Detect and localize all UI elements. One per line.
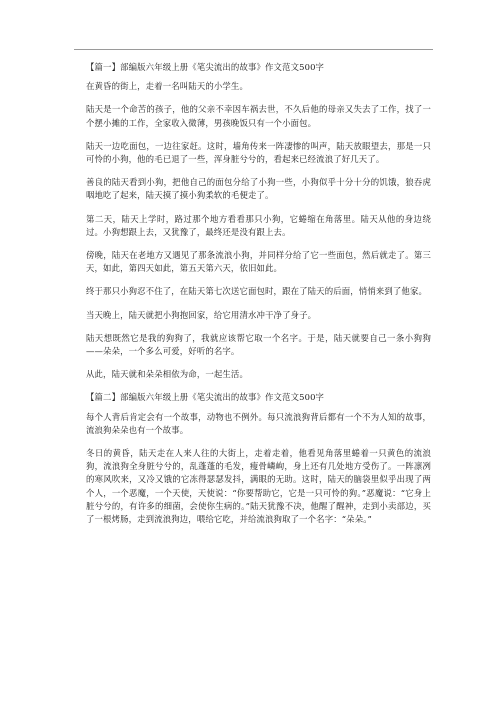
article-2-paragraph-1: 每个人背后肯定会有一个故事，动物也不例外。每只流浪狗背后都有一个不为人知的故事，流浪狗朵朵也有一个故事。 <box>86 411 431 435</box>
article-1-paragraph-5: 第二天，陆天上学时，路过那个地方看看那只小狗，它蜷缩在角落里。陆天从他的身边绕过。小狗想跟上去，又犹豫了，最终还是没有跟上去。 <box>86 213 431 237</box>
article-1-paragraph-9: 陆天想既然它是我的狗狗了，我就应该帮它取一个名字。于是，陆天就要自己一条小狗狗——朵朵，一个多么可爱，好听的名字。 <box>86 332 431 357</box>
article-1-paragraph-8: 当天晚上，陆天就把小狗抱回家，给它用清水冲干净了身子。 <box>86 309 317 320</box>
article-1-paragraph-6: 傍晚，陆天在老地方又遇见了那条流浪小狗，并同样分给了它一些面包，然后就走了。第三天，如此，第四天如此，第五天第六天，依旧如此。 <box>86 250 431 274</box>
article-1-paragraph-1: 在黄昏的街上，走着一名叫陆天的小学生。 <box>86 81 248 92</box>
article-1-paragraph-10: 从此，陆天就和朵朵相依为命，一起生活。 <box>86 369 248 380</box>
article-1-paragraph-3: 陆天一边吃面包，一边往家赶。这时，墙角传来一阵凄惨的叫声，陆天放眼望去，那是一只可怜的小狗，他的毛已退了一些，浑身脏兮兮的，看起来已经流浪了好几天了。 <box>86 140 431 165</box>
article-1-paragraph-4: 善良的陆天看到小狗，把他自己的面包分给了小狗一些，小狗似乎十分十分的饥饿，狼吞虎咽地吃了起来，陆天摸了摸小狗柔软的毛便走了。 <box>86 177 431 201</box>
header-rule <box>74 49 433 50</box>
article-1-paragraph-2: 陆天是一个命苦的孩子，他的父亲不幸因车祸去世，不久后他的母亲又失去了工作，找了一个摆小摊的工作，全家收入微薄，男孩晚饭只有一个小面包。 <box>86 104 431 128</box>
article-1-heading: 【篇一】部编版六年级上册《笔尖流出的故事》作文范文500字 <box>86 62 325 72</box>
document-body <box>86 55 431 526</box>
article-2-heading: 【篇二】部编版六年级上册《笔尖流出的故事》作文范文500字 <box>86 392 325 403</box>
article-1-paragraph-7: 终于那只小狗忍不住了，在陆天第七次送它面包时，跟在了陆天的后面，悄悄来到了他家。 <box>86 286 427 297</box>
article-2-paragraph-2: 冬日的黄昏，陆天走在人来人往的大街上，走着走着，他看见角落里蜷着一只黄色的流浪狗，流浪狗全身脏兮兮的，乱蓬蓬的毛发，瘦骨嶙峋，身上还有几处地方受伤了。一阵凛冽的寒风吹来，又冷又饿的它冻得瑟瑟发抖，满眼的无助。这时，陆天的脑袋里似乎出现了两个人，一个恶魔，一个天使，天使说：“你要帮助它，它是一只可怜的狗。”恶魔说：“它身上脏兮兮的，有许多的细菌，会使你生病的。”陆天犹豫不决，他醒了醒神，走到小卖部边，买了一根烤肠，走到流浪狗边，喂给它吃，并给流浪狗取了一个名字：“朵朵。” <box>86 448 431 525</box>
